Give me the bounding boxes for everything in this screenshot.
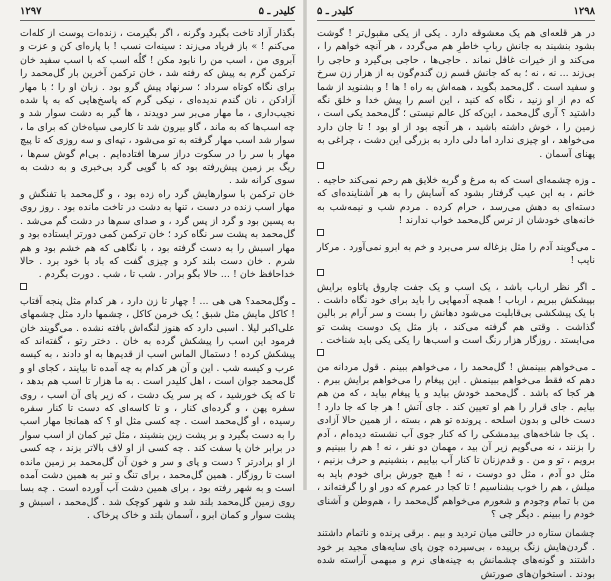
page-number: ۱۲۹۸ xyxy=(573,6,595,17)
page-header xyxy=(317,6,595,21)
left-page xyxy=(0,0,303,522)
section-divider xyxy=(317,231,595,237)
running-title: کلیدر ـ ۵ xyxy=(317,6,354,17)
paragraph: ـ وزه چشمه‌ای است که به مرغ و گربه خلایق هم رحم نمی‌کند حاجیه . خانم ، به این عیب گرفتار بشود که آسایش را به هر آشناینده‌ای که دسته‌ای به دهش می‌رسد ، حرام کرده . مردم شب و نیمه‌شب به خانه‌های خودشان از ترس گل‌محمد خواب ندارند ! xyxy=(317,175,595,227)
running-title: کلیدر ـ ۵ xyxy=(258,6,295,17)
paragraph: ـ می‌خواهم ببینمش ! گل‌محمد را ، می‌خواهم ببینم . قول مردانه من دهم که فقط می‌خواهم ببینمش . این پیغام را می‌خواهم برایش ببرم . هر کجا که باشد . گل‌محمد خودش بیاید و یا پیغام بیاید ، که من هم بیایم . جای قرار را هم او تعیین کند . جای آتش ! هر جا که جا دارد ! دست خالی و بدون اسلحه . پرونده تو هم ، بسته ، از همین حالا آزادی . یک جا شاخه‌های بیدمشکی را که کنار جوی آب نشسته دیده‌ام ، آدم را بزنند ، نه می‌گویم زیر آن بید ، مهمان دو نفر ، نه ! هم را ببینیم و برویم ، تو و من . و قدم‌زنان تا کنار آب بیاییم ، بنشینیم و حرف بزنیم ، مثل دو آدم ، مثل دو دوست ، نه ! هیچ جورش برای خودم باید به میلش ، هم را خوب بشناسیم ! تا کجا در عمرم که دور او را گرفته‌اند ، من با تمام وجودم و شعورم می‌خواهم گل‌محمد را ، هم‌وطن و آشنای خودم را ببینم . دیگر چی ؟ xyxy=(317,361,595,520)
paragraph: خان ترکمن با سوار‌هایش گرد راه زده بود ، و گل‌محمد با تفنگش و مهار اسب زنده در دست ، تنها به دشت در تاخت مانده بود . روز روی به پسین بود و گرد از پس گرد ، و صدای سم‌ها در دشت گم می‌شد . گل‌محمد به پشت سر نگاه کرد ؛ خان ترکمن کمی دورتر ایستاده بود و مهار اسبش را به دست گرفته بود ، با نگاهی که هم خشم بود و هم شرم . خان دست بلند کرد و چیزی گفت که باد با خود برد . حالا خداحافظ خان ! ... حالا بگو برادر . شب تا ، شب . دورت بگردم . xyxy=(20,188,295,281)
page-number: ۱۲۹۷ xyxy=(20,6,42,17)
section-divider xyxy=(20,285,295,291)
paragraph: ـ می‌گویند آدم را مثل بزغاله سر می‌برد و خم به ابرو نمی‌آورد . مرکار نایب ! xyxy=(317,241,595,267)
paragraph: ـ وگل‌محمد؟ هی هی ... ! چهار تا زن دارد ، هر کدام مثل پنجه آفتاب ! کاکل مایش مثل شبق ؛ یک خرمن کاکل ، چشمها دارد مثل چشمهای علی‌اکبر لیلا . اسبی دارد که هنوز لنگه‌اش بافته نشده . می‌گویند خان فرمود این اسب را پیشکش گرده به خان . دختر رتو ، گفته‌اند که پیشکش کرده ! دستمال الماس اسب از قدیم‌ها به او دادند ، به کیسه عرب و کیسه شب . این و آن هر کدام به چه آمده تا بیایند ، کجای او و گل‌محمد جوان است ، اهل کلیدر است . به ما هزار تا اسب هم بدهد ، تا که یک خورشید ، که پر سر یک دشت ، که زیر پای آن اسب ، روی سفره پهن ، و گرده‌ای کنار ، و تا کاسه‌ای که دست تا کنار سفره رسیده ، او گل‌محمد است . چه کسی مثل او ؟ که همانجا مهار اسب را به دست بگیرد و بر پشت زین بنشیند ، مثل تیر کمان از اسب سوار در برابر خان پا سفت کند . چه کسی از او لاف بالاتر بزند ، چه کسی از او برادرتر ؟ دست و پای و سر و خون آن گل‌محمد بر زمین مانده است تا روزگار . همین گل‌محمد ، برای تنگ و تبر به همین دشت آمده است و به شهر رفته بود ، برای همین دشت آب آورده است . چه بسا روی زمین گل‌محمد بلند شد و شهر کوچک شد . گل‌محمد ، اسبش و پشت سوار و کمان ابرو ، آسمان بلند و خاک پرخاک . xyxy=(20,295,295,522)
paragraph: چشمان ستاره در حالتی میان تردید و بیم . برقی پرنده و نا‌تمام داشتند . گردن‌هایش زنگ برپیده ، بی‌سپرده چون پای سایه‌های مجید بر خود داشتند و گونه‌های چشمانش به چینه‌های نرم و مبهمی آراسته شده بودند . استخوان‌های صورتش xyxy=(317,528,595,580)
square-marker-icon xyxy=(317,269,324,276)
square-marker-icon xyxy=(317,349,324,356)
paragraph: بگذار آزاد تاخت بگیرد وگرنه ، اگر بگیرمت ، زنده‌ات پوست از کله‌ات می‌کنم ! » باز فریاد می‌زند : سینه‌ات نسب ! با پاره‌ای کن و عزت و آبروی من ، اسب من را نابود مکن ! گلُه اسب که با اسب سفید خان ترکمن گرم به پیش که رفته شد ، خان ترکمن آخرین بار گل‌محمد را برای نگاه کوتاه سرداد ؛ سرنهاد پیش گرو بود . زبان او را ؛ با مهار آزادکن ، نان گندم ندیده‌ای ، نیکی گرم که پاسخ‌هایی که به پا شده نجیب‌داری ، ما مهار می‌بر سر دویدند ، ها گیر به دشت سوار شد و چه اسب‌ها که به ماند ، گاو بیرون شد تا کارمی سیاه‌خان که برای ما ، سوار شد اسب مهار گرفته به تو می‌شود ، تپه‌ای و سه روزی که تا پیچ مهار با سر را در سکوت دراز سر‌ها افتاده‌ایم . بی‌ام گوش سم‌ها ، ریگ بر زمین پیش‌رفته بود که با گویی گرد بی‌خبری و به دشت به سوی کرانه شد . xyxy=(20,28,295,187)
paragraph: در هر قلعه‌ای هم یک معشوقه دارد . یکی از یکی مقبول‌تر ! گوشت بشود بنشیند به جانش ربابِ خاطرِ هم می‌گردد ، هر آنچه خواهم را ، می‌کند و از خیرات غافل نماند . حاجی‌ها ، حاجی بی‌گیرد و حاجی را بی‌زند ... نه ، نه ؛ به که جانش قسم زن گندم‌گون به از هزار زن سرخ و سفید است . گل‌محمد بگوید ، همه‌اش به راه ! ها ! و بشنوید از شما که دم از او زنید ، نگاه که کنید ، این اسم را پیش خدا و خلق نگه داشتید ؟ آری گل‌محمد ، این‌که کل عالم نیستی ؛ گل‌محمد یکی است ، زمین را ، خوش داشته باشید ، هر آنچه بود از او بود ! تا جان دارد می‌خواهد ، او چیزی ندارد اما دلی دارد به بزرگی این دشت ، چراغی به پهنای آسمان . xyxy=(317,28,595,160)
paragraph: ـ اگر نظر ارباب باشد ، یک اسب و یک جفت چاروق پاتاوه برایش بپیشکش ببریم ، ارباب ! همچه آدمهایی را باید برای خود نگاه داشت . با یک پیشکشی بی‌قابلیت می‌شود دهانش را بست و سر آرام بر بالین گذاشت . وقتی هم گرفته می‌کند ، باز مثل یک دوست پشت تو می‌ایستد . روزگار هزار رنگ است و اسب‌ها را یکی یکی باید شناخت . xyxy=(317,281,595,347)
square-marker-icon xyxy=(317,162,324,169)
right-page xyxy=(307,0,611,580)
page-body xyxy=(317,27,595,581)
page-body xyxy=(20,27,295,523)
square-marker-icon xyxy=(317,229,324,236)
section-divider xyxy=(317,271,595,277)
section-divider xyxy=(317,164,595,170)
section-divider xyxy=(317,351,595,357)
page-header xyxy=(20,6,295,21)
square-marker-icon xyxy=(20,283,27,290)
